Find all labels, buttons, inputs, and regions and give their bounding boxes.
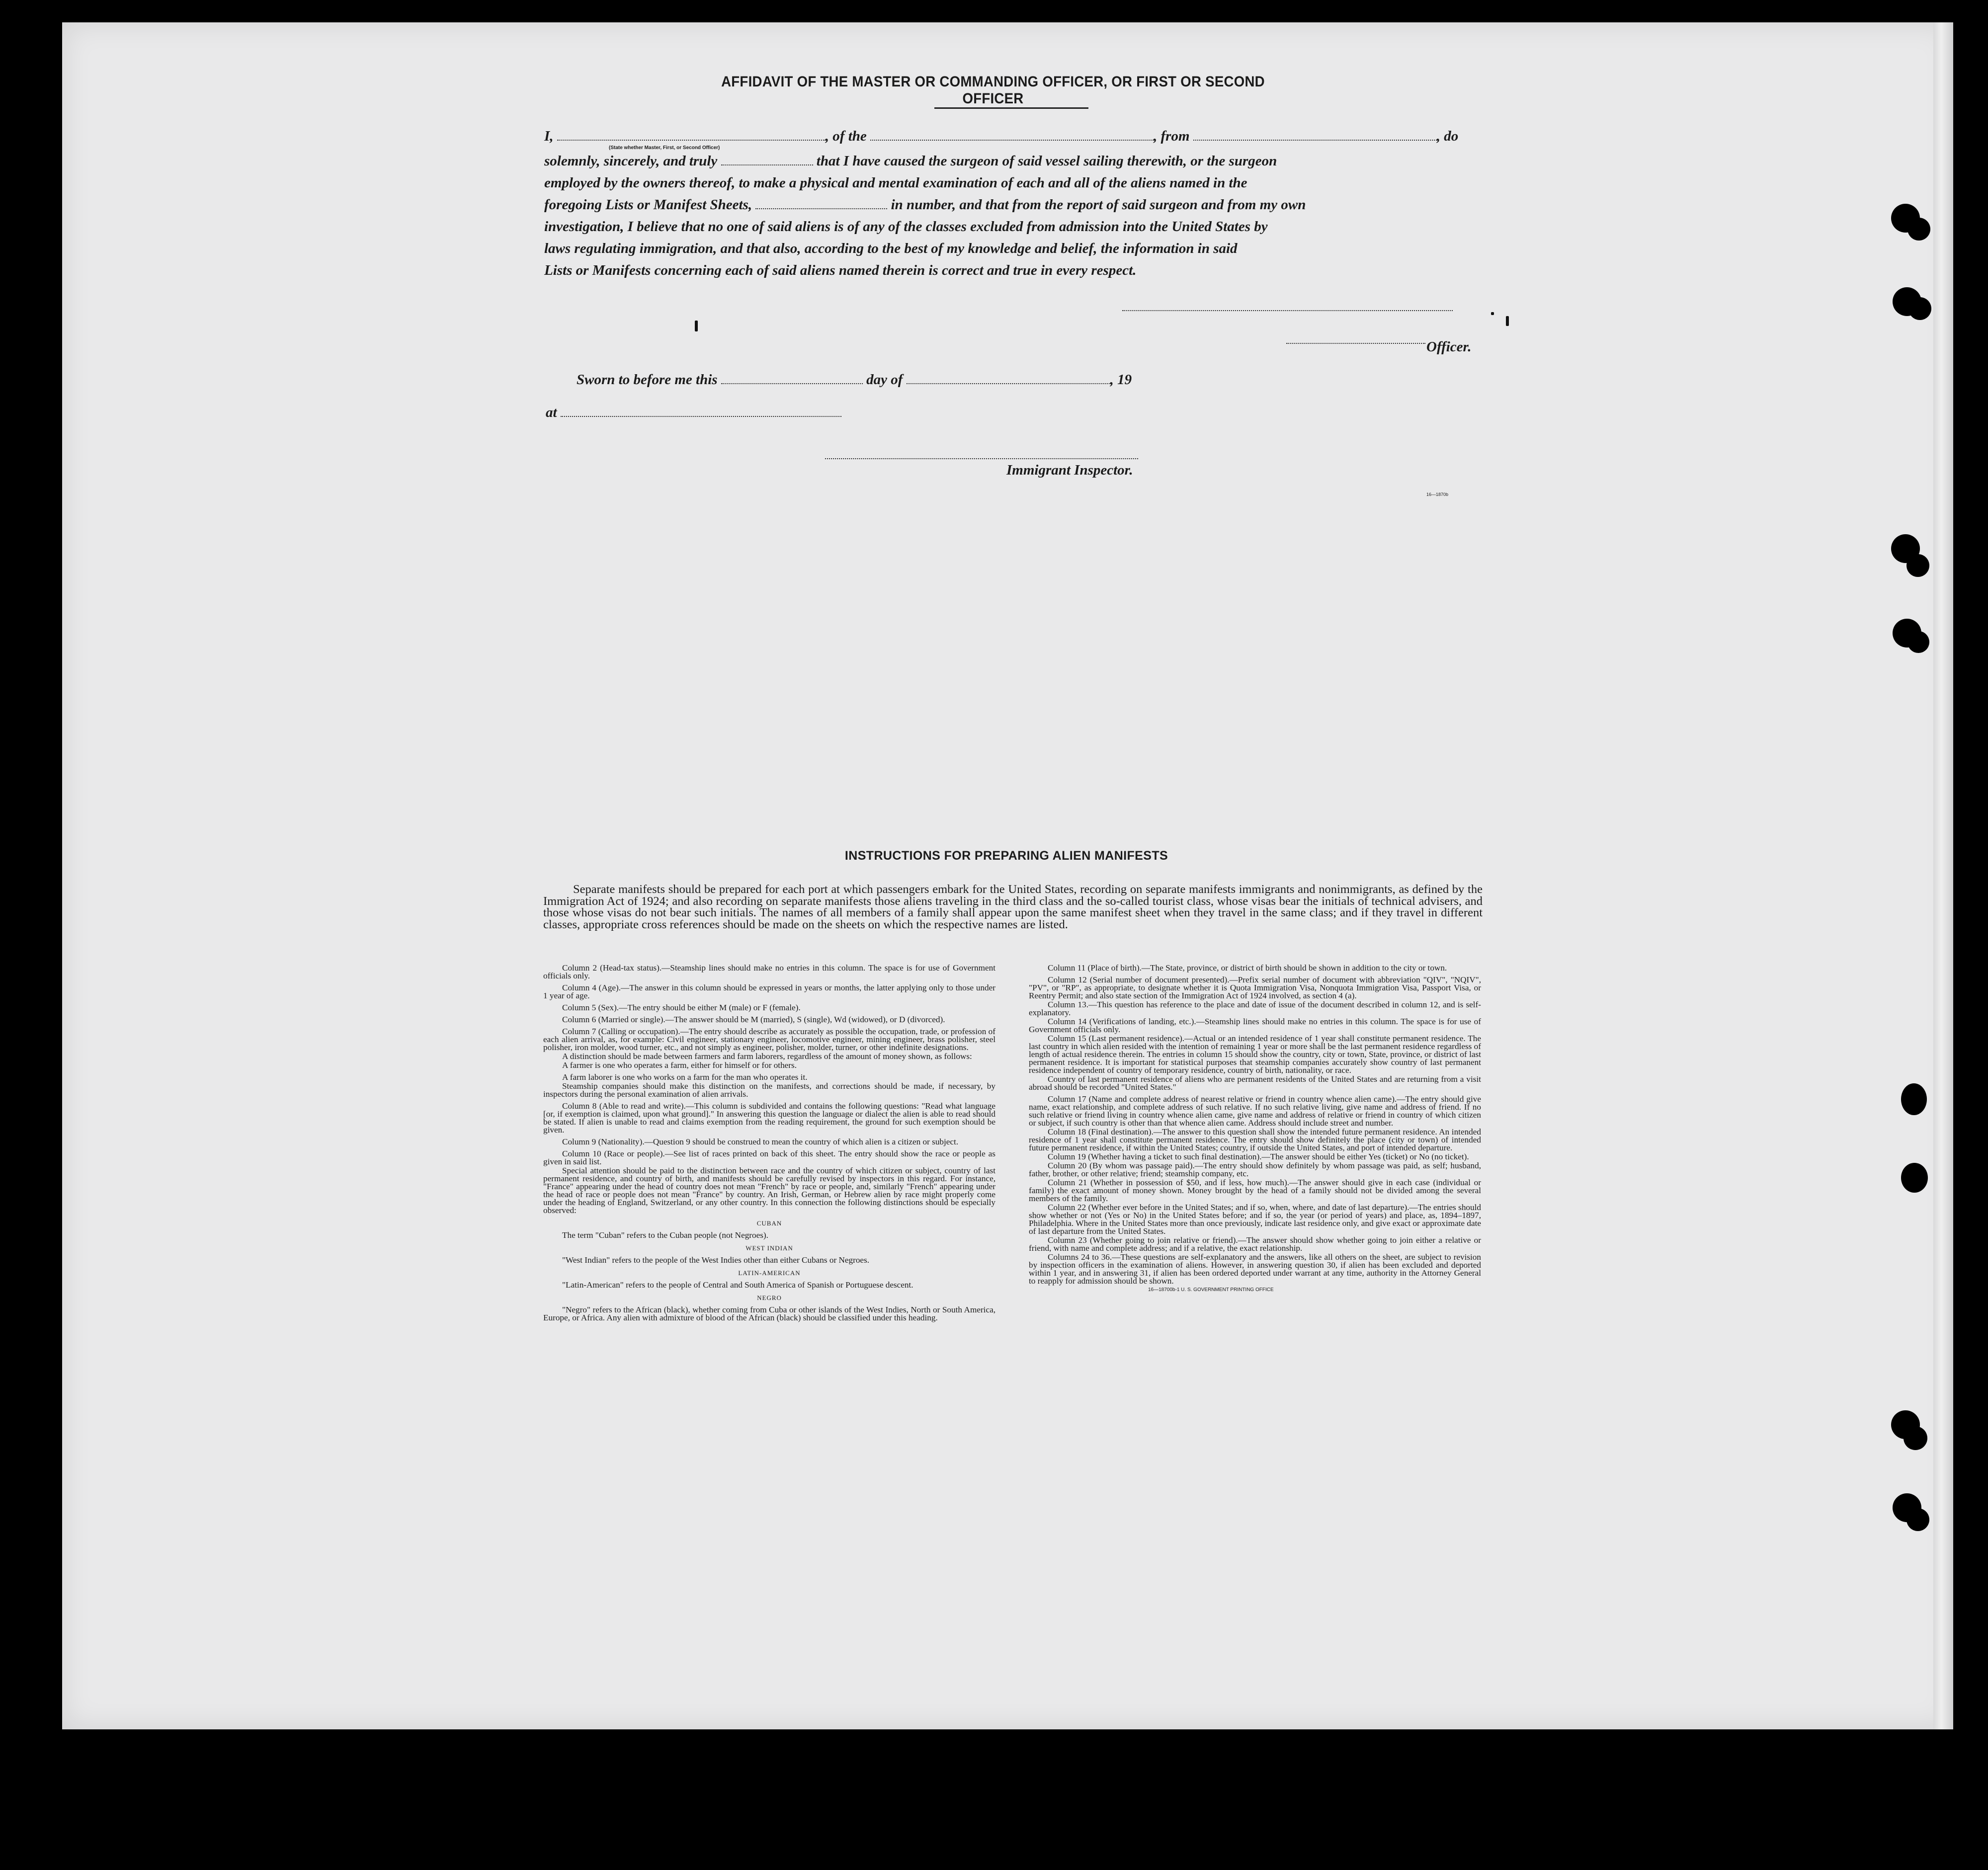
sworn-place-field[interactable] (561, 406, 841, 417)
instruction-steamship-distinction: Steamship companies should make this distinction on the manifests, and corrections should be made, if necessary, by inspectors during the personal examination of alien arrivals. (543, 1081, 995, 1099)
punch-hole (1901, 1163, 1928, 1193)
race-text-latin-american: "Latin-American" refers to the people of Central and South America of Spanish or Portuguese descent. (562, 1280, 913, 1290)
sworn-month-field[interactable] (907, 373, 1110, 384)
instruction-column-9: Column 9 (Nationality).—Question 9 should be construed to mean the country of which alien is a citizen or subject. (562, 1137, 959, 1146)
at-line (546, 402, 894, 423)
instruction-column-21: Column 21 (Whether in possession of $50, and if less, how much).—The answer should give in each case (individual or family) the exact amount of money shown. Money brought by the head of a family should not be divided among the several members of the family. (1029, 1178, 1481, 1203)
instructions-right-column (1029, 964, 1481, 1294)
title-underline (934, 107, 1088, 109)
punch-hole (1907, 218, 1930, 241)
punch-hole (1906, 1508, 1929, 1531)
affidavit-line-1 (544, 125, 1484, 147)
instruction-columns-24-36: Columns 24 to 36.—These questions are self-explanatory and the answers, like all others on the sheet, are subject to revision by inspection officers in the examination of aliens. However, in answering question 30, if alien has been excluded and deported within 1 year, and in answering 31, if alien has been ordered deported under warrant at any time, authority in the Attorney General to reapply for admission should be shown. (1029, 1252, 1481, 1286)
text-i: I, (544, 128, 554, 144)
race-text-cuban: The term "Cuban" refers to the Cuban people (not Negroes). (562, 1230, 768, 1240)
instruction-column-22: Column 22 (Whether ever before in the United States; and if so, when, where, and date of last departure).—The entries should show whether or not (Yes or No) in the United States before; and if so, the year (or period of years) and place, as, 1894–1897, Philadelphia. Where in the United States more than once previously, indicate last residence only, and give exact or approximate date of last departure from the United States. (1029, 1203, 1481, 1236)
punch-hole (1901, 1083, 1927, 1115)
instruction-farmer: A farmer is one who operates a farm, either for himself or for others. (562, 1060, 797, 1070)
instruction-column-12: Column 12 (Serial number of document presented).—Prefix serial number of document with abbreviation "QIV", "NQIV", "PV", or "RP", as appropriate, to designate whether it is Quota Immigration Visa, Nonquota Immigration Visa, Passport Visa, or Reentry Permit; and also state section of the Immigration Act of 1924 involved, as section 4 (a). (1029, 975, 1481, 1000)
text-employed: employed by the owners thereof, to make a physical and mental examination of each and all of the aliens named in the (544, 175, 1247, 191)
instruction-column-11: Column 11 (Place of birth).—The State, province, or district of birth should be shown in addition to the city or town. (1048, 963, 1447, 973)
sworn-day-field[interactable] (721, 373, 863, 384)
instruction-column-17: Column 17 (Name and complete address of nearest relative or friend in country whence alien came).—The entry should give name, exact relationship, and complete address of such relative. If no such relative living, give name and address of friend. If no such relative or friend living in country whence alien came, give name and address of relative or friend in country of which citizen or subject, if such country is other than that whence alien came. Address should include street and number. (1029, 1094, 1481, 1128)
instruction-column-7: Column 7 (Calling or occupation).—The entry should describe as accurately as possible the occupation, trade, or profession of each alien arrival, as, for example: Civil engineer, stationary engineer, locomotive engineer, mining engineer, brass polisher, steel polisher, iron molder, wood turner, etc., and not simply as engineer, polisher, molder, turner, or other indefinite designations. (543, 1027, 995, 1052)
text-laws: laws regulating immigration, and that also, according to the best of my knowledge and belief, the information in said (544, 241, 1238, 256)
instruction-column-13: Column 13.—This question has reference to the place and date of issue of the document described in column 12, and is self-explanatory. (1029, 1000, 1481, 1017)
instruction-farm-laborer: A farm laborer is one who works on a farm for the man who operates it. (562, 1072, 808, 1082)
race-heading-latin-american: LATIN-AMERICAN (738, 1269, 801, 1277)
text-year: , 19 (1110, 372, 1132, 388)
vessel-name-field[interactable] (870, 130, 1154, 141)
printing-office-footer: 16—18700b-1 U. S. GOVERNMENT PRINTING OFFICE (1148, 1287, 1274, 1293)
text-do: , do (1436, 128, 1459, 144)
instructions-left-column (543, 964, 995, 1326)
officer-title-field[interactable] (1286, 343, 1425, 344)
instruction-column-6: Column 6 (Married or single).—The answer should be M (married), S (single), Wd (widowed), or D (divorced). (562, 1015, 945, 1024)
inspector-label: Immigrant Inspector. (1006, 462, 1133, 478)
instruction-column-4: Column 4 (Age).—The answer in this column should be expressed in years or months, the latter applying only to those under 1 year of age. (543, 983, 995, 1000)
affidavit-line-6 (544, 238, 1484, 259)
affidavit-line-2 (544, 150, 1484, 172)
officer-rank-note: (State whether Master, First, or Second Officer) (609, 145, 720, 151)
text-from: , from (1154, 128, 1190, 144)
instruction-country-residence: Country of last permanent residence of aliens who are permanent residents of the United States and are returning from a visit abroad should be recorded "United States." (1029, 1074, 1481, 1092)
instructions-intro: Separate manifests should be prepared for each port at which passengers embark for the United States, recording on separate manifests immigrants and nonimmigrants, as defined by the Immigration Act of 1924; and also recording on separate manifests those aliens traveling in the third class and the so-called tourist class, whose visas bear the initials of technical advisers, and those whose visas do not bear such initials. The names of all members of a family shall appear upon the same manifest sheet when they travel in the same class; and if they travel in different classes, appropriate cross references should be made on the sheets on which the respective names are listed. (543, 883, 1483, 931)
text-at: at (546, 405, 557, 420)
instruction-column-5: Column 5 (Sex).—The entry should be either M (male) or F (female). (562, 1003, 801, 1012)
race-heading-negro: NEGRO (757, 1294, 782, 1301)
instruction-column-10: Column 10 (Race or people).—See list of races printed on back of this sheet. The entry should show the race or people as given in said list. (543, 1149, 995, 1166)
instruction-column-14: Column 14 (Verifications of landing, etc.).—Steamship lines should make no entries in this column. The space is for use of Government officials only. (1029, 1017, 1481, 1034)
race-heading-cuban: CUBAN (756, 1220, 782, 1227)
instruction-race-attention: Special attention should be paid to the distinction between race and the country of which citizen or subject, country of last permanent residence, and country of birth, and manifests should be carefully revised by inspectors in this regard. For instance, "France" appearing under the head of country does not mean "French" by race or people, and, similarly "French" appearing under the head of race or people does not mean "France" by country. An Irish, German, or Hebrew alien by race might properly come under the heading of England, Switzerland, or any other country. In this connection the following distinctions should be especially observed: (543, 1166, 995, 1215)
text-sworn: Sworn to before me this (577, 372, 718, 388)
officer-rank-field[interactable] (557, 130, 826, 141)
instruction-farmer-distinction: A distinction should be made between farmers and farm laborers, regardless of the amount of money shown, as follows: (562, 1052, 972, 1061)
instruction-column-8: Column 8 (Able to read and write).—This column is subdivided and contains the following questions: "Read what language [or, if exemption is claimed, upon what ground]." In answering this question the language or dialect the alien is able to read should be stated. If alien is unable to read and claims exemption from the reading requirement, the ground for such exemption should be given. (543, 1101, 995, 1135)
punch-hole (1906, 554, 1929, 577)
instruction-column-19: Column 19 (Whether having a ticket to such final destination).—The answer should be either Yes (ticket) or No (no ticket). (1048, 1152, 1469, 1161)
affidavit-title: AFFIDAVIT OF THE MASTER OR COMMANDING OFFICER, OR FIRST OR SECOND OFFICER (721, 74, 1265, 107)
instruction-column-23: Column 23 (Whether going to join relative or friend).—The answer should show whether going to join either a relative or friend, with name and complete address; and if a relative, the exact relationship. (1029, 1235, 1481, 1253)
affidavit-line-5 (544, 216, 1484, 238)
race-text-negro: "Negro" refers to the African (black), whether coming from Cuba or other islands of the West Indies, North or South America, Europe, or Africa. Any alien with admixture of blood of the African (black) should be classified under this heading. (543, 1305, 995, 1322)
instruction-column-20: Column 20 (By whom was passage paid).—The entry should show definitely by whom passage was paid, as self; husband, father, brother, or other relative; friend; steamship company, etc. (1029, 1161, 1481, 1178)
race-text-west-indian: "West Indian" refers to the people of the West Indies other than either Cubans or Negroes. (562, 1255, 870, 1265)
text-lists: Lists or Manifests concerning each of said aliens named therein is correct and true in every respect. (544, 262, 1137, 278)
text-in-number: in number, and that from the report of said surgeon and from my own (891, 197, 1306, 213)
text-day-of: day of (866, 372, 903, 388)
ink-speck (1506, 316, 1509, 326)
race-heading-west-indian: WEST INDIAN (746, 1244, 793, 1252)
instruction-column-15: Column 15 (Last permanent residence).—Actual or an intended residence of 1 year shall constitute permanent residence. The last country in which alien resided with the intention of remaining 1 year or more shall be the last permanent residence regardless of length of actual residence therein. The entries in column 15 should show the country, city or town, State, province, or district of last permanent residence. It is important for statistical purposes that steamship companies accurately show country of last permanent residence independent of country of temporary residence, country of birth, nationality, or race. (1029, 1034, 1481, 1075)
sworn-line (577, 369, 1272, 391)
text-of-the: , of the (825, 128, 867, 144)
punch-hole (1908, 297, 1931, 320)
instructions-title: INSTRUCTIONS FOR PREPARING ALIEN MANIFESTS (844, 849, 1168, 863)
instruction-column-18: Column 18 (Final destination).—The answer to this question shall show the intended future permanent residence. An intended residence of 1 year shall constitute permanent residence. The entry should show definitely the place (city or town) of intended future permanent residence, if within the United States; country, if outside the United States, and port of intended departure. (1029, 1127, 1481, 1152)
affirmation-field[interactable] (721, 155, 813, 165)
form-number: 16—1870b (1426, 492, 1449, 497)
text-investigation: investigation, I believe that no one of said aliens is of any of the classes excluded from admission into the United States by (544, 219, 1268, 235)
ink-speck (695, 321, 698, 331)
punch-hole (1907, 631, 1929, 653)
departure-port-field[interactable] (1193, 130, 1437, 141)
ink-speck (1491, 312, 1494, 315)
officer-signature-field[interactable] (1122, 310, 1453, 311)
affidavit-line-7 (544, 259, 1484, 281)
text-surgeon: that I have caused the surgeon of said vessel sailing therewith, or the surgeon (816, 153, 1277, 169)
sheet-count-field[interactable] (755, 198, 887, 209)
text-solemnly: solemnly, sincerely, and truly (544, 153, 718, 169)
affidavit-line-3 (544, 172, 1484, 194)
text-foregoing: foregoing Lists or Manifest Sheets, (544, 197, 752, 213)
affidavit-line-4 (544, 194, 1484, 216)
sheet-right-edge (1933, 22, 1953, 1729)
instruction-column-2: Column 2 (Head-tax status).—Steamship lines should make no entries in this column. The space is for use of Government officials only. (543, 963, 995, 980)
punch-hole (1904, 1426, 1927, 1450)
officer-label: Officer. (1426, 339, 1472, 355)
